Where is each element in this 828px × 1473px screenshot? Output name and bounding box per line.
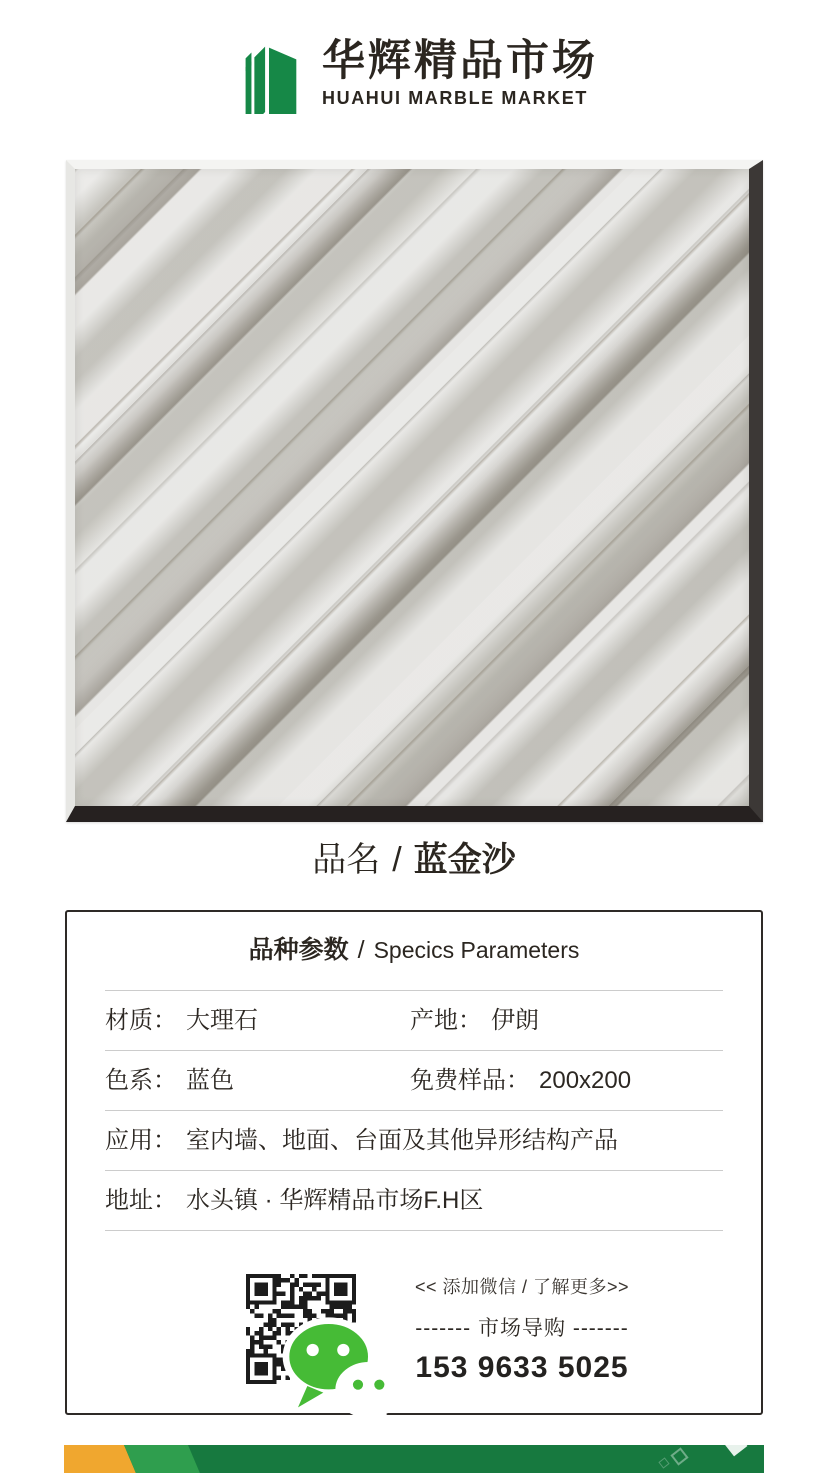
specs-heading-separator: / bbox=[357, 936, 365, 964]
product-title bbox=[0, 838, 828, 882]
phone-number: 153 9633 5025 bbox=[415, 1351, 629, 1384]
spec-color-series bbox=[105, 1066, 410, 1096]
spec-value: 200x200 bbox=[539, 1067, 632, 1094]
wechat-icon bbox=[278, 1306, 324, 1352]
product-title-separator: / bbox=[392, 841, 402, 879]
spec-value: 室内墙、地面、台面及其他异形结构产品 bbox=[186, 1127, 618, 1154]
market-guide-label: ------- 市场导购 ------- bbox=[415, 1317, 629, 1340]
spec-row-address bbox=[67, 1171, 761, 1230]
spec-label: 色系： bbox=[105, 1067, 177, 1094]
specs-heading bbox=[67, 912, 761, 966]
marble-slabs-logo-icon bbox=[230, 34, 308, 114]
spec-label: 免费样品： bbox=[410, 1067, 530, 1094]
contact-section bbox=[67, 1231, 761, 1393]
spec-label: 产地： bbox=[410, 1007, 482, 1034]
spec-origin bbox=[410, 1006, 539, 1036]
footer-watermark bbox=[658, 1457, 669, 1468]
spec-material bbox=[105, 1006, 410, 1036]
wechat-caption: << 添加微信 / 了解更多>> bbox=[414, 1277, 630, 1297]
spec-label: 材质： bbox=[105, 1007, 177, 1034]
spec-application bbox=[105, 1126, 618, 1156]
contact-text bbox=[397, 1273, 647, 1385]
spec-address bbox=[105, 1186, 483, 1216]
spec-row-application bbox=[67, 1111, 761, 1170]
product-name: 蓝金沙 bbox=[413, 841, 516, 879]
brand-name-cn: 华辉精品市场 bbox=[322, 36, 598, 85]
footer-watermark bbox=[724, 1445, 748, 1456]
spec-value: 大理石 bbox=[186, 1007, 258, 1034]
footer-brand-bar bbox=[64, 1445, 764, 1473]
marble-texture-image bbox=[75, 169, 749, 806]
spec-row-color-sample bbox=[67, 1051, 761, 1110]
spec-value: 水头镇 · 华辉精品市场F.H区 bbox=[186, 1187, 484, 1214]
footer-watermark bbox=[670, 1447, 688, 1465]
specs-heading-cn: 品种参数 bbox=[248, 936, 349, 964]
spec-row-material-origin bbox=[67, 991, 761, 1050]
spec-label: 地址： bbox=[105, 1187, 177, 1214]
specs-heading-en: Specics Parameters bbox=[373, 937, 580, 963]
brand-header bbox=[0, 0, 828, 114]
product-title-label: 品名 bbox=[312, 841, 381, 879]
brand-names bbox=[322, 36, 598, 109]
spec-free-sample bbox=[410, 1066, 631, 1096]
spec-label: 应用： bbox=[105, 1127, 177, 1154]
marble-sample-tile bbox=[66, 160, 763, 822]
spec-value: 蓝色 bbox=[186, 1067, 234, 1094]
brand-name-en: HUAHUI MARBLE MARKET bbox=[322, 88, 588, 109]
specs-panel bbox=[65, 910, 763, 1415]
qr-code bbox=[237, 1265, 365, 1393]
spec-value: 伊朗 bbox=[491, 1007, 539, 1034]
